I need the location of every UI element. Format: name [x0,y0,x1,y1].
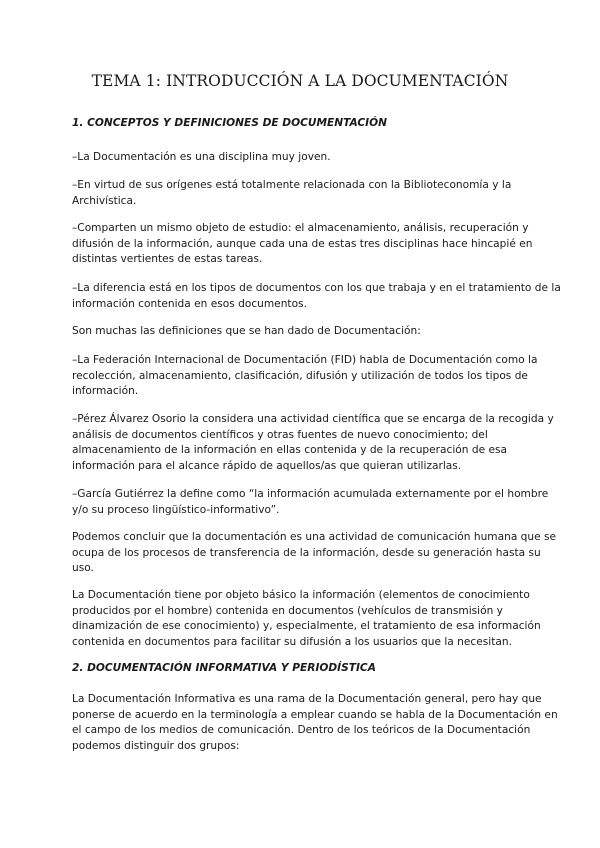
section-heading-1: 1. CONCEPTOS Y DEFINICIONES DE DOCUMENTACIÓN [72,117,387,129]
paragraph-line: La Documentación Informativa es una rama de la Documentación general, pero hay que [72,693,542,705]
paragraph-line: información para el alcance rápido de aquellos/as que quieran utilizarlas. [72,459,462,472]
paragraph-line: dinamización de ese conocimiento) y, especialmente, el tratamiento de esa información [72,620,541,633]
paragraph-line: análisis de documentos científicos y otras fuentes de nuevo conocimiento; del [72,428,488,441]
paragraph-line: contenida en documentos para facilitar su difusión a los usuarios que la necesitan. [72,635,512,648]
paragraph [72,281,561,312]
paragraph-line: Podemos concluir que la documentación es una actividad de comunicación humana que se [72,531,557,543]
paragraph-line: recolección, almacenamiento, clasificación, difusión y utilización de todos los tipos de [72,369,528,382]
paragraph [72,530,557,577]
paragraph-line: –La diferencia está en los tipos de documentos con los que trabaja y en el tratamiento de la [72,282,561,294]
paragraph-line: y/o su proceso lingüístico-informativo”. [72,503,280,516]
paragraph-line: información contenida en esos documentos. [72,297,307,310]
paragraph [72,692,558,754]
paragraph-line: –Pérez Álvarez Osorio la considera una actividad científica que se encarga de la recogida y [72,413,554,425]
paragraph [72,588,541,650]
paragraph [72,178,532,209]
paragraph-line: –La Federación Internacional de Documentación (FID) habla de Documentación como la [72,354,538,366]
paragraph-line: producidos por el hombre) contenida en documentos (vehículos de transmisión y [72,604,503,617]
paragraph [72,412,554,474]
paragraph-line: distintas vertientes de estas tareas. [72,253,263,266]
paragraph-line: información. [72,385,139,398]
paragraph-line: ponerse de acuerdo en la terminología a emplear cuando se habla de la Documentación en [72,708,558,721]
paragraph-line: ocupa de los procesos de transferencia de la información, desde su generación hasta su [72,546,541,559]
paragraph-line: el campo de los medios de comunicación. Dentro de los teóricos de la Documentación [72,724,531,737]
paragraph [72,324,532,340]
paragraph-line: –La Documentación es una disciplina muy joven. [72,151,331,163]
paragraph-line: uso. [72,562,94,575]
paragraph-line: La Documentación tiene por objeto básico la información (elementos de conocimiento [72,589,530,601]
paragraph-line: Son muchas las definiciones que se han dado de Documentación: [72,325,421,337]
paragraph-line: podemos distinguir dos grupos: [72,739,240,752]
paragraph [72,221,532,268]
paragraph [72,353,538,400]
section-heading-2: 2. DOCUMENTACIÓN INFORMATIVA Y PERIODÍSTICA [72,662,376,674]
paragraph-line: almacenamiento de la información en ellas contenida y de la recuperación de esa [72,444,507,457]
paragraph-line: –García Gutiérrez la define como “la información acumulada externamente por el hombre [72,488,549,500]
paragraph-line: –Comparten un mismo objeto de estudio: el almacenamiento, análisis, recuperación y [72,222,529,234]
paragraph-line: difusión de la información, aunque cada una de estas tres disciplinas hace hincapié en [72,237,533,250]
paragraph-line: Archivística. [72,194,137,207]
paragraph-line: –En virtud de sus orígenes está totalmente relacionada con la Biblioteconomía y la [72,179,512,191]
paragraph [72,150,532,166]
page-title: TEMA 1: INTRODUCCIÓN A LA DOCUMENTACIÓN [91,72,509,90]
paragraph [72,487,549,518]
